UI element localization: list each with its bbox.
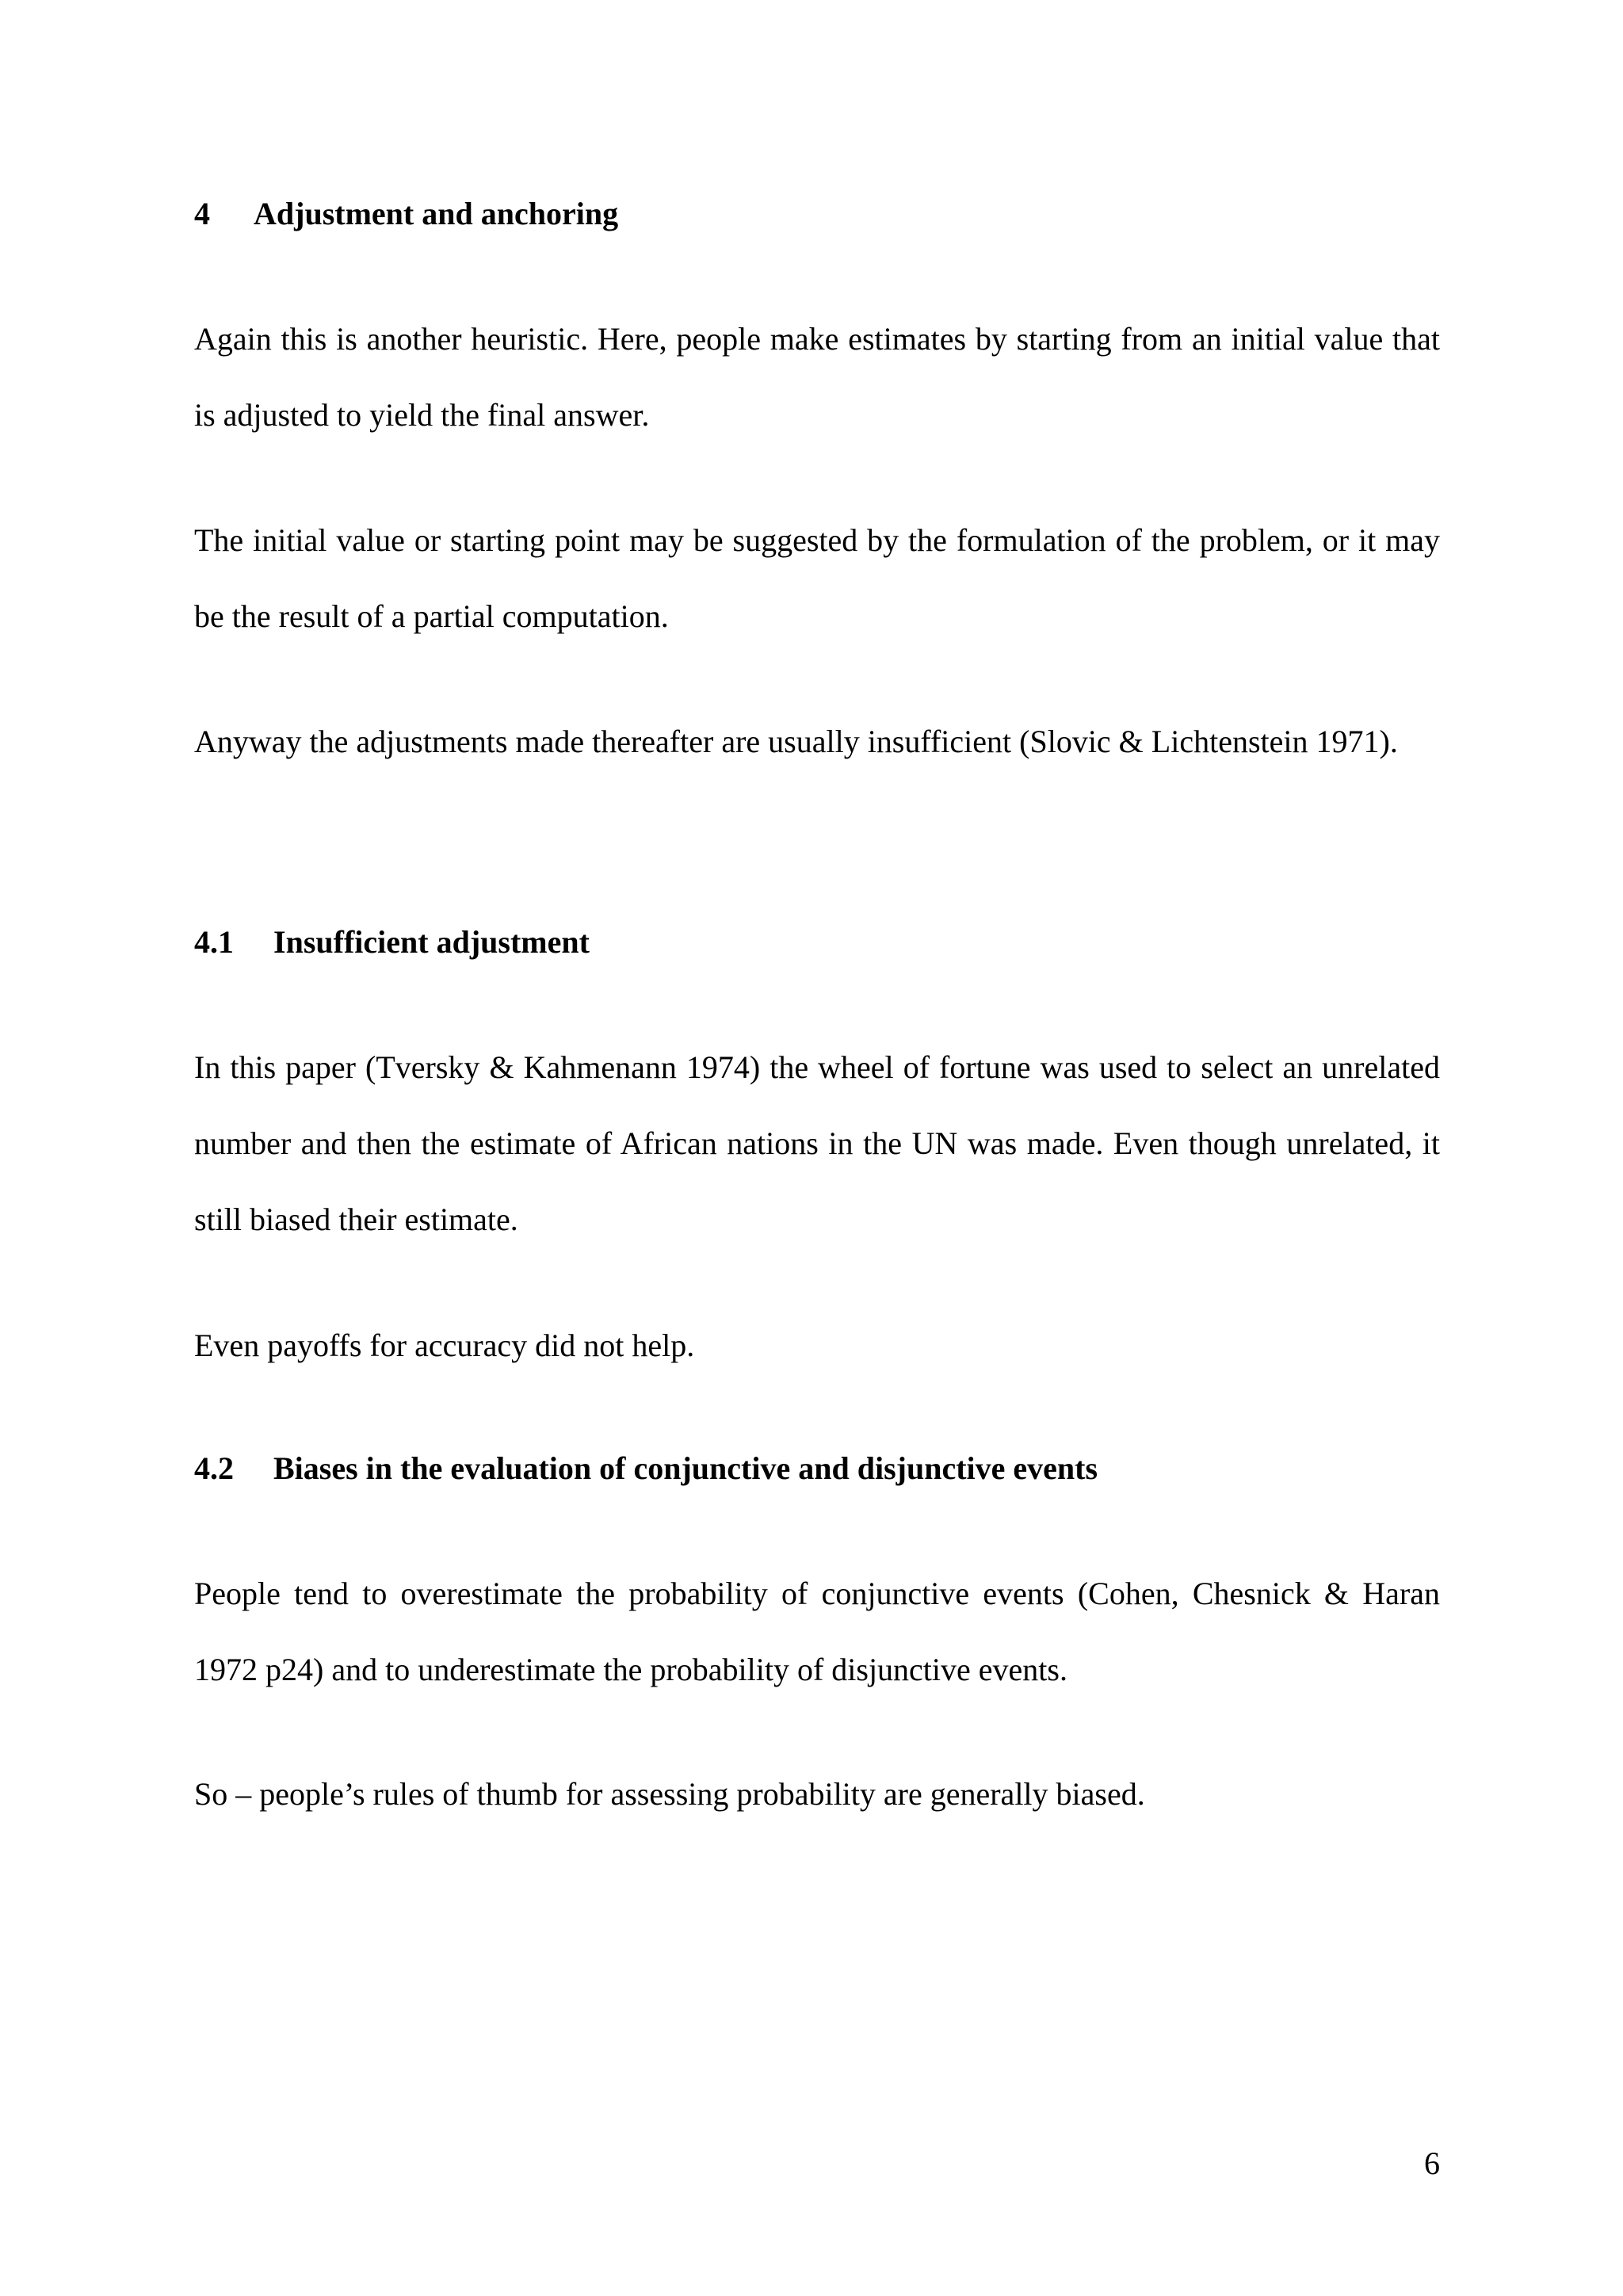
- paragraph-wheel-of-fortune: In this paper (Tversky & Kahmenann 1974) the wheel of fortune was used to select an unrelated number and then the estimate of African nations in the UN was made. Even though unrelated, it still biased their estimate.: [194, 1049, 1440, 1237]
- section-title: Adjustment and anchoring: [254, 196, 619, 231]
- section-title: Insufficient adjustment: [273, 924, 590, 960]
- paragraph-heuristic-intro: Again this is another heuristic. Here, people make estimates by starting from an initial value that is adjusted to yield the final answer.: [194, 321, 1440, 433]
- section-heading-4: [194, 190, 618, 238]
- section-heading-4-1: [194, 919, 590, 966]
- paragraph-conclusion: So – people’s rules of thumb for assessing probability are generally biased.: [194, 1776, 1145, 1812]
- section-number: 4.2: [194, 1450, 234, 1486]
- page-number: 6: [1424, 2145, 1440, 2181]
- section-title: Biases in the evaluation of conjunctive and disjunctive events: [273, 1450, 1098, 1486]
- section-number: 4.1: [194, 924, 234, 960]
- paragraph-insufficient-adjustments: Anyway the adjustments made thereafter are usually insufficient (Slovic & Lichtenstein 1971).: [194, 724, 1398, 759]
- section-number: 4: [194, 196, 210, 231]
- paragraph-payoffs: Even payoffs for accuracy did not help.: [194, 1328, 695, 1363]
- paragraph-conjunctive-events: People tend to overestimate the probability of conjunctive events (Cohen, Chesnick & Haran 1972 p24) and to underestimate the probability of disjunctive events.: [194, 1576, 1440, 1687]
- section-heading-4-2: [194, 1445, 1098, 1492]
- paragraph-initial-value: The initial value or starting point may be suggested by the formulation of the problem, or it may be the result of a partial computation.: [194, 522, 1440, 634]
